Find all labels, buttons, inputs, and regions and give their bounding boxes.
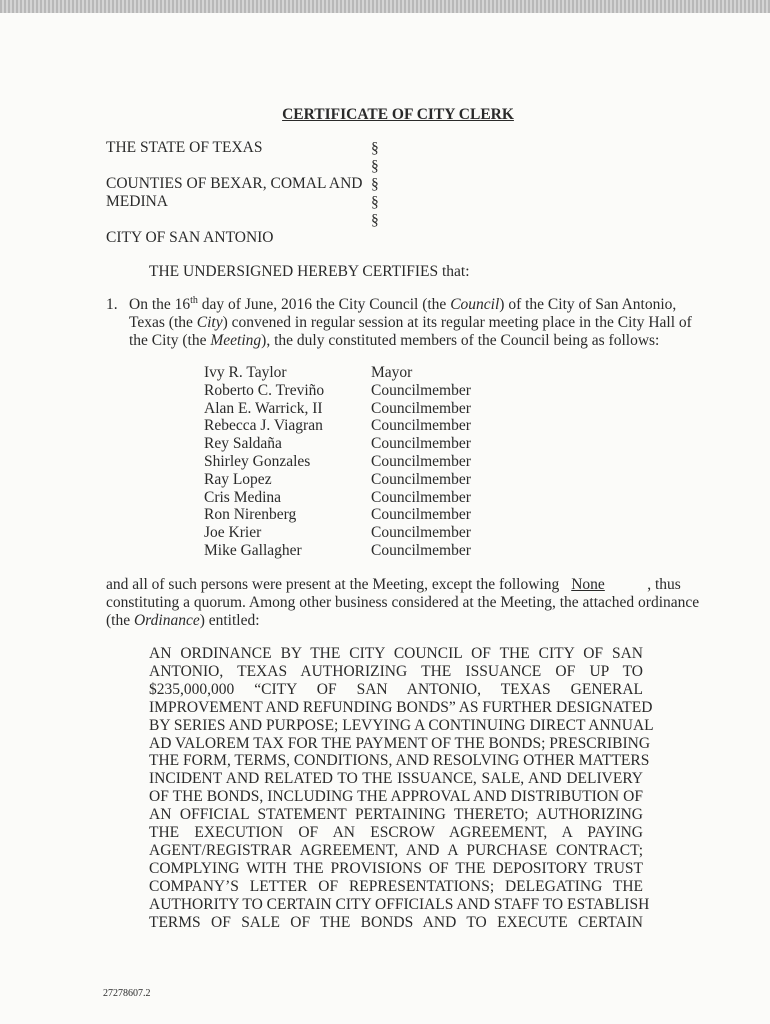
ordinance-line: COMPLYING WITH THE PROVISIONS OF THE DEPOSITORY TRUST — [149, 859, 643, 877]
council-members-table — [204, 364, 471, 560]
document-number: 27278607.2 — [103, 988, 151, 999]
scan-edge — [0, 0, 770, 13]
absent-members: None — [571, 576, 605, 593]
section-symbol: § — [371, 194, 379, 211]
ordinance-line: TERMS OF SALE OF THE BONDS AND TO EXECUTE CERTAIN — [149, 913, 643, 931]
member-role: Councilmember — [371, 524, 471, 542]
section-symbol: § — [371, 212, 379, 229]
member-role: Councilmember — [371, 541, 471, 559]
ordinance-line: AD VALOREM TAX FOR THE PAYMENT OF THE BONDS; PRESCRIBING — [149, 734, 651, 752]
member-name: Rebecca J. Viagran — [204, 417, 323, 435]
ordinance-line: ANTONIO, TEXAS AUTHORIZING THE ISSUANCE OF UP TO — [149, 662, 643, 680]
member-row — [204, 524, 471, 542]
member-row — [204, 382, 471, 400]
caption-counties-cont: MEDINA — [106, 193, 168, 210]
member-name: Shirley Gonzales — [204, 452, 311, 470]
member-row — [204, 364, 471, 382]
member-name: Rey Saldaña — [204, 435, 282, 453]
attendance-line: and all of such persons were present at the Meeting, except the following None , thus — [106, 576, 681, 593]
member-row — [204, 471, 471, 489]
ordinance-line: AN ORDINANCE BY THE CITY COUNCIL OF THE CITY OF SAN — [149, 645, 643, 662]
attendance-line: constituting a quorum. Among other business considered at the Meeting, the attached ordinance — [106, 594, 700, 611]
member-name: Cris Medina — [204, 488, 282, 506]
member-role: Councilmember — [371, 435, 471, 453]
member-name: Mike Gallagher — [204, 541, 302, 559]
member-name: Ivy R. Taylor — [204, 364, 287, 381]
ordinance-line: AGENT/REGISTRAR AGREEMENT, AND A PURCHASE CONTRACT; — [149, 841, 643, 859]
member-name: Ron Nirenberg — [204, 506, 297, 524]
caption-state: THE STATE OF TEXAS — [106, 139, 263, 156]
certifies-statement: THE UNDERSIGNED HEREBY CERTIFIES that: — [149, 263, 470, 280]
caption-counties: COUNTIES OF BEXAR, COMAL AND — [106, 175, 363, 192]
member-name: Joe Krier — [204, 524, 262, 542]
member-row — [204, 506, 471, 524]
member-role: Councilmember — [371, 470, 471, 488]
member-row — [204, 417, 471, 435]
section-symbol: § — [371, 140, 379, 157]
ordinance-line: THE FORM, TERMS, CONDITIONS, AND RESOLVING OTHER MATTERS — [149, 752, 650, 770]
document-title: CERTIFICATE OF CITY CLERK — [282, 106, 514, 123]
ordinance-caption — [149, 645, 654, 932]
member-role: Councilmember — [371, 417, 471, 435]
ordinance-line: IMPROVEMENT AND REFUNDING BONDS” AS FURTHER DESIGNATED — [149, 698, 653, 716]
member-row — [204, 542, 471, 560]
ordinance-line: INCIDENT AND RELATED TO THE ISSUANCE, SALE, AND DELIVERY — [149, 770, 643, 788]
member-role: Mayor — [371, 364, 413, 381]
attendance-paragraph — [106, 576, 700, 630]
member-row — [204, 453, 471, 471]
member-role: Councilmember — [371, 381, 471, 399]
attendance-line: (the Ordinance) entitled: — [106, 612, 260, 629]
item-1-line: On the 16th day of June, 2016 the City Council (the Council) of the City of San Antonio, — [129, 294, 677, 313]
item-1-line: Texas (the City) convened in regular session at its regular meeting place in the City Hall of — [129, 314, 692, 331]
ordinance-line: AUTHORITY TO CERTAIN CITY OFFICIALS AND STAFF TO ESTABLISH — [149, 895, 650, 913]
member-name: Alan E. Warrick, II — [204, 399, 323, 417]
item-1-line: the City (the Meeting), the duly constituted members of the Council being as follows: — [129, 332, 660, 349]
ordinance-line: AN OFFICIAL STATEMENT PERTAINING THERETO; AUTHORIZING — [149, 806, 643, 824]
member-role: Councilmember — [371, 506, 471, 524]
ordinance-line: OF THE BONDS, INCLUDING THE APPROVAL AND DISTRIBUTION OF — [149, 788, 643, 806]
member-row — [204, 489, 471, 507]
item-1-paragraph — [129, 294, 692, 350]
caption-city: CITY OF SAN ANTONIO — [106, 229, 274, 246]
item-number: 1. — [106, 296, 118, 313]
member-role: Councilmember — [371, 399, 471, 417]
ordinance-line: $235,000,000 “CITY OF SAN ANTONIO, TEXAS GENERAL — [149, 680, 643, 698]
member-row — [204, 400, 471, 418]
ordinance-line: THE EXECUTION OF AN ESCROW AGREEMENT, A PAYING — [149, 824, 643, 842]
ordinance-line: BY SERIES AND PURPOSE; LEVYING A CONTINUING DIRECT ANNUAL — [149, 716, 654, 734]
member-row — [204, 435, 471, 453]
member-name: Roberto C. Treviño — [204, 381, 325, 399]
section-symbol: § — [371, 176, 379, 193]
member-name: Ray Lopez — [204, 470, 272, 488]
member-role: Councilmember — [371, 488, 471, 506]
section-symbol: § — [371, 158, 379, 175]
member-role: Councilmember — [371, 452, 471, 470]
ordinance-line: COMPANY’S LETTER OF REPRESENTATIONS; DELEGATING THE — [149, 877, 643, 895]
